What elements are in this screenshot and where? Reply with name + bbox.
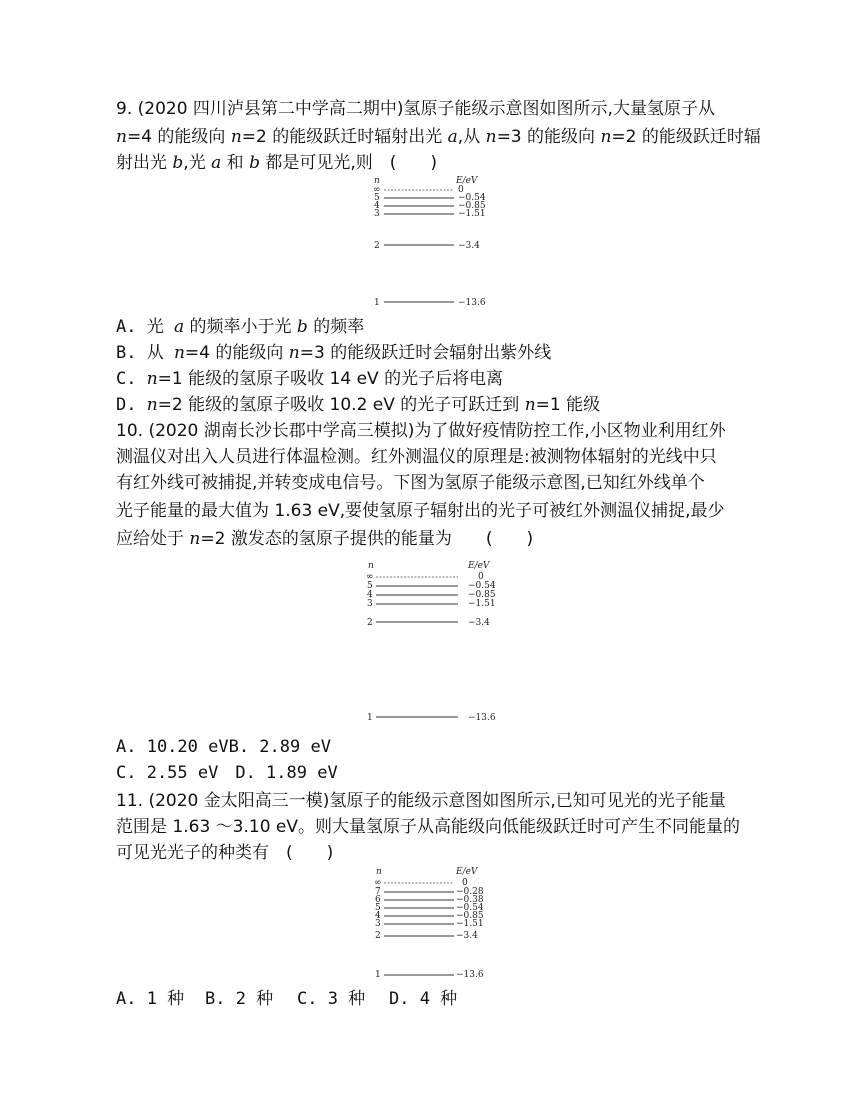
level-label: 5 bbox=[375, 903, 381, 913]
q10-stem-line-3: 有红外线可被捕捉,并转变成电信号。下图为氢原子能级示意图,已知红外线单个 bbox=[116, 473, 705, 493]
energy-label: −0.85 bbox=[456, 911, 484, 921]
level-label: 5 bbox=[374, 193, 380, 203]
q11-stem-line-3: 可见光光子的种类有 ( ) bbox=[116, 843, 334, 863]
level-label: ∞ bbox=[374, 878, 382, 888]
q11-stem-line-1: 11. (2020 金太阳高三一模)氢原子的能级示意图如图所示,已知可见光的光子能量 bbox=[116, 791, 726, 811]
q10-options-cd[interactable]: C. 2.55 eV D. 1.89 eV bbox=[116, 763, 338, 783]
energy-label: 0 bbox=[462, 878, 468, 888]
level-label: 3 bbox=[375, 919, 381, 929]
energy-label: −0.28 bbox=[456, 887, 484, 897]
q10-options-ab[interactable]: A. 10.20 eVB. 2.89 eV bbox=[116, 737, 331, 757]
level-label: 7 bbox=[375, 887, 381, 897]
level-label: 1 bbox=[374, 298, 380, 308]
level-label: 1 bbox=[367, 713, 373, 723]
energy-label: −0.54 bbox=[458, 193, 486, 203]
e-header: E/eV bbox=[468, 561, 490, 571]
energy-label: −3.4 bbox=[456, 931, 478, 941]
e-header: E/eV bbox=[456, 176, 478, 186]
level-label: 4 bbox=[367, 590, 373, 600]
q9-energy-level-diagram bbox=[370, 173, 500, 309]
energy-label: −3.4 bbox=[468, 618, 490, 628]
n-header: n bbox=[368, 561, 374, 571]
q10-energy-level-diagram bbox=[362, 558, 502, 724]
q10-stem-line-1: 10. (2020 湖南长沙长郡中学高三模拟)为了做好疫情防控工作,小区物业利用红外 bbox=[116, 421, 726, 441]
n-header: n bbox=[376, 867, 382, 877]
level-label: ∞ bbox=[366, 572, 374, 582]
q9-stem-line-2: n=4 的能级向 n=2 的能级跃迁时辐射出光 a,从 n=3 的能级向 n=2 的能级跃迁时辐 bbox=[116, 127, 761, 147]
energy-label: 0 bbox=[478, 572, 484, 582]
energy-label: −1.51 bbox=[456, 919, 484, 929]
q9-stem-line-3: 射出光 b,光 a 和 b 都是可见光,则 ( ) bbox=[116, 153, 438, 173]
level-label: 2 bbox=[367, 618, 373, 628]
q9-option-b[interactable]: B. 从 n=4 的能级向 n=3 的能级跃迁时会辐射出紫外线 bbox=[116, 343, 552, 363]
q10-stem-line-5: 应给处于 n=2 激发态的氢原子提供的能量为 ( ) bbox=[116, 529, 534, 549]
level-label: 2 bbox=[375, 931, 381, 941]
q11-option-b[interactable]: B. 2 种 bbox=[205, 989, 274, 1009]
q10-stem-line-4: 光子能量的最大值为 1.63 eV,要使氢原子辐射出的光子可被红外测温仪捕捉,最少 bbox=[116, 501, 725, 521]
energy-label: −1.51 bbox=[458, 209, 486, 219]
q10-stem-line-2: 测温仪对出入人员进行体温检测。红外测温仪的原理是:被测物体辐射的光线中只 bbox=[116, 447, 717, 467]
level-label: 1 bbox=[375, 970, 381, 980]
n-header: n bbox=[374, 176, 380, 186]
level-label: ∞ bbox=[373, 185, 381, 195]
e-header: E/eV bbox=[456, 867, 478, 877]
energy-label: −0.54 bbox=[468, 581, 496, 591]
level-label: 5 bbox=[367, 581, 373, 591]
q9-stem-line-1: 9. (2020 四川泸县第二中学高二期中)氢原子能级示意图如图所示,大量氢原子从 bbox=[116, 99, 715, 119]
energy-label: −0.38 bbox=[456, 895, 484, 905]
energy-label: −0.85 bbox=[458, 201, 486, 211]
energy-label: −13.6 bbox=[458, 298, 486, 308]
q11-option-a[interactable]: A. 1 种 bbox=[116, 989, 185, 1009]
level-label: 2 bbox=[374, 241, 380, 251]
level-label: 3 bbox=[374, 209, 380, 219]
q9-option-d[interactable]: D. n=2 能级的氢原子吸收 10.2 eV 的光子可跃迁到 n=1 能级 bbox=[116, 395, 601, 415]
level-label: 4 bbox=[375, 911, 381, 921]
energy-label: −0.54 bbox=[456, 903, 484, 913]
q11-energy-level-diagram bbox=[368, 864, 498, 984]
energy-label: −3.4 bbox=[458, 241, 480, 251]
q9-option-a[interactable]: A. 光 a 的频率小于光 b 的频率 bbox=[116, 317, 365, 337]
level-label: 4 bbox=[374, 201, 380, 211]
energy-label: −0.85 bbox=[468, 590, 496, 600]
q11-option-c[interactable]: C. 3 种 bbox=[297, 989, 366, 1009]
level-label: 3 bbox=[367, 599, 373, 609]
q11-stem-line-2: 范围是 1.63 〜3.10 eV。则大量氢原子从高能级向低能级跃迁时可产生不同能量的 bbox=[116, 817, 741, 837]
level-label: 6 bbox=[375, 895, 381, 905]
energy-label: −13.6 bbox=[456, 970, 484, 980]
q9-option-c[interactable]: C. n=1 能级的氢原子吸收 14 eV 的光子后将电离 bbox=[116, 369, 504, 389]
energy-label: 0 bbox=[458, 185, 464, 195]
q11-option-d[interactable]: D. 4 种 bbox=[389, 989, 458, 1009]
energy-label: −1.51 bbox=[468, 599, 496, 609]
energy-label: −13.6 bbox=[468, 713, 496, 723]
